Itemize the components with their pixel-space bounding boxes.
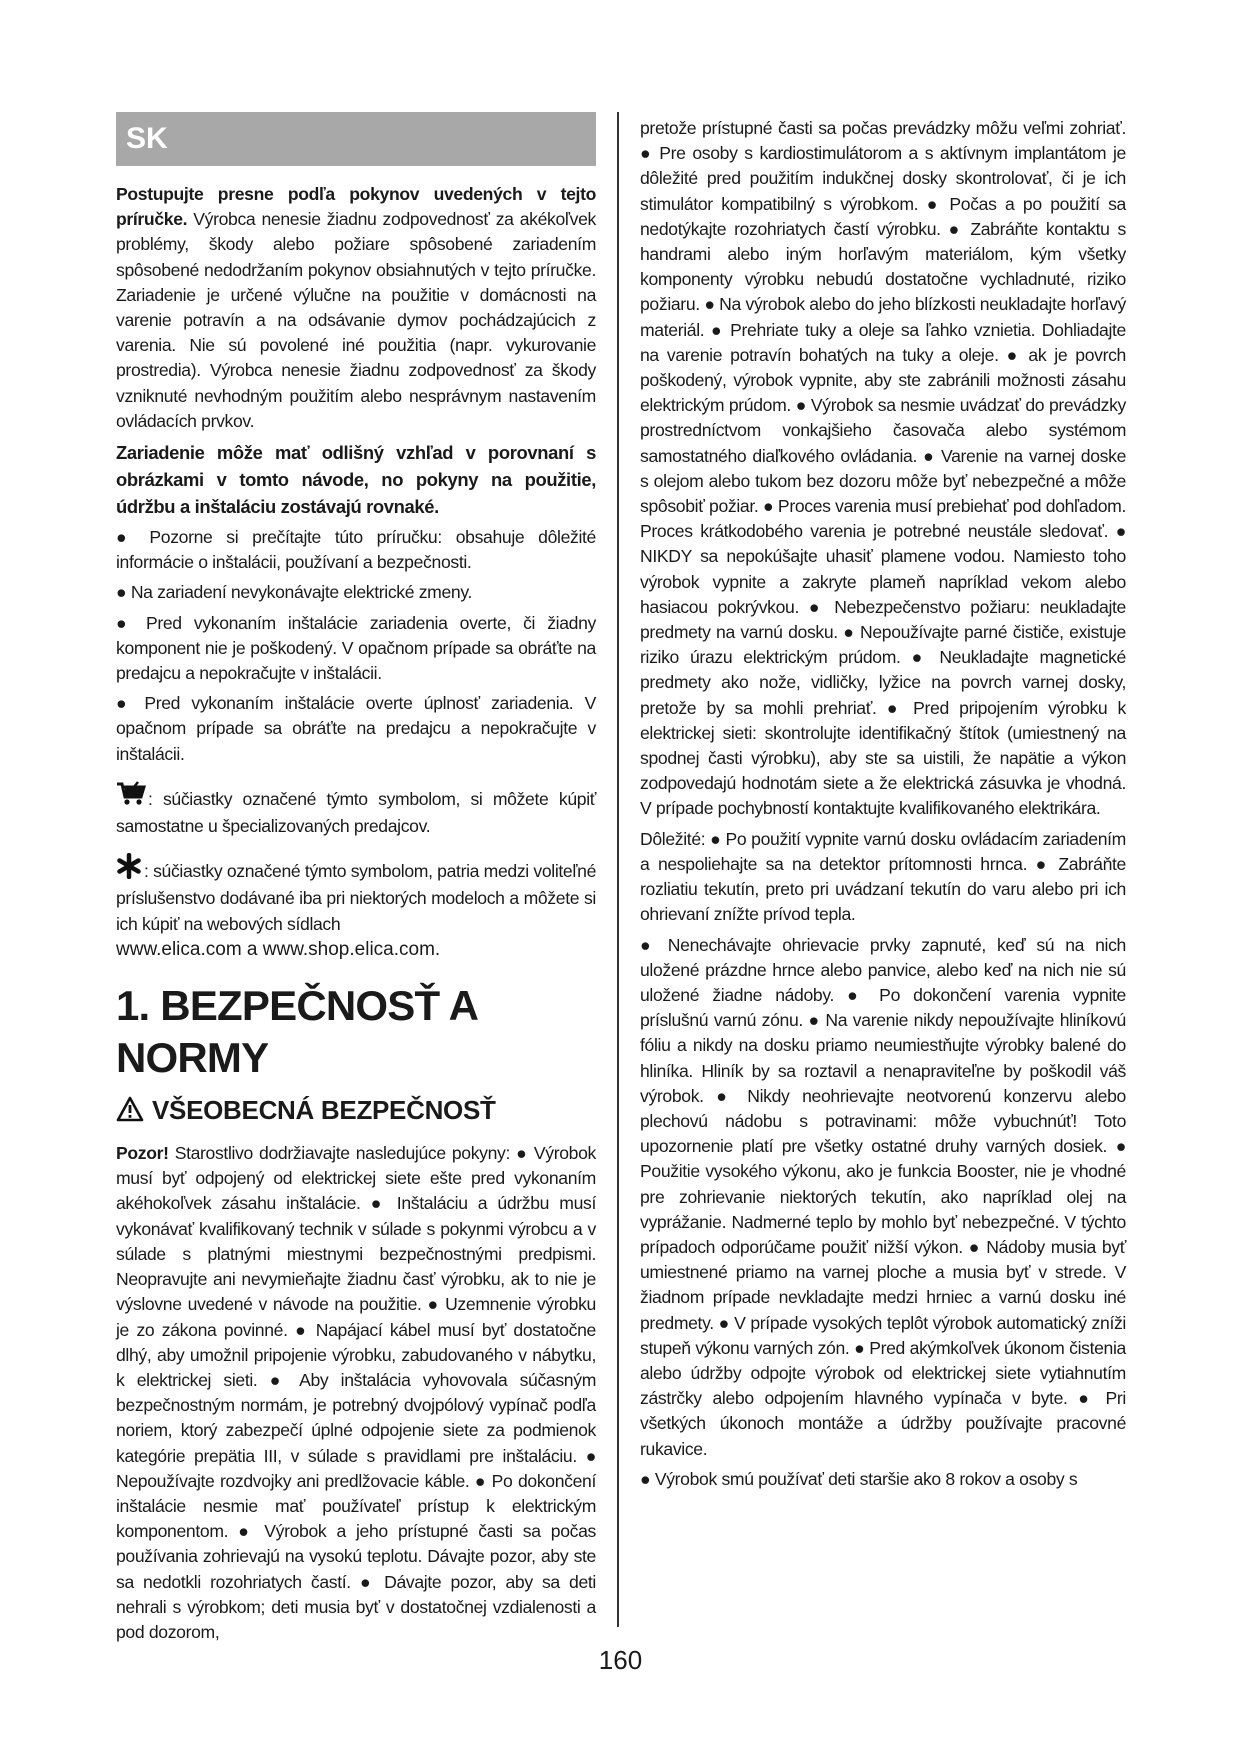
right-column [640, 116, 1126, 1497]
safety-paragraph: pretože prístupné časti sa počas prevádzky môžu veľmi zohriať. ● Pre osoby s kardiostimulátorom a s aktívnym implantátom je dôležité pred použitím indukčnej dosky skontrolovať, či je ich stimulátor kompatibilný s výrobkom. ● Počas a po použití sa nedotýkajte rozohriatych častí výrobku. ● Zabráňte kontaktu s handrami alebo iným horľavým materiálom, kým všetky komponenty výrobku nebudú dostatočne vychladnuté, riziko požiaru. ● Na výrobok alebo do jeho blízkosti neukladajte horľavý materiál. ● Prehriate tuky a oleje sa ľahko vznietia. Dohliadajte na varenie potravín bohatých na tuky a oleje. ● ak je povrch poškodený, výrobok vypnite, aby ste zabránili možnosti zásahu elektrickým prúdom. ● Výrobok sa nesmie uvádzať do prevádzky prostredníctvom vonkajšieho časovača alebo systémom samostatného diaľkového ovládania. ● Varenie na varnej doske s olejom alebo tukom bez dozoru môže byť nebezpečné a môže spôsobiť požiar. ● Proces varenia musí prebiehať pod dohľadom. Proces krátkodobého varenia je potrebné neustále sledovať. ● NIKDY sa nepokúšajte uhasiť plamene vodou. Namiesto toho výrobok vypnite a zakryte plameň napríklad vekom alebo hasiacou pokrývkou. ● Nebezpečenstvo požiaru: neukladajte predmety na varnú dosku. ● Nepoužívajte parné čističe, existuje riziko úrazu elektrickým prúdom. ● Neukladajte magnetické predmety ako nože, vidličky, lyžice na povrch varnej dosky, pretože by sa mohli prehriať. ● Pred pripojením výrobku k elektrickej sieti: skontrolujte identifikačný štítok (umiestnený na spodnej časti výrobku), aby ste sa uistili, že napätie a výkon zodpovedajú hodnotám siete a že elektrická zásuvka je vhodná. V prípade pochybností kontaktujte kvalifikovaného elektrikára. [640, 118, 1126, 819]
safety-paragraph: ● Nenechávajte ohrievacie prvky zapnuté, keď sú na nich uložené prázdne hrnce alebo panvice, alebo keď na nich nie sú uložené žiadne nádoby. ● Po dokončení varenia vypnite príslušnú varnú zónu. ● Na varenie nikdy nepoužívajte hliníkovú fóliu a nikdy na dosku priamo neumiestňujte výrobky balené do hliníka. Hliník by sa roztavil a nenapraviteľne by poškodil váš výrobok. ● Nikdy neohrievajte neotvorenú konzervu alebo plechovú nádobu s potravinami: môže vybuchnúť! Toto upozornenie platí pre všetky ostatné druhy varných dosiek. ● Použitie vysokého výkonu, ako je funkcia Booster, nie je vhodné pre zohrievanie niektorých tekutín, ako napríklad olej na vyprážanie. Nadmerné teplo by mohlo byť nebezpečné. V týchto prípadoch odporúčame použiť nižší výkon. ● Nádoby musia byť umiestnené priamo na varnej ploche a musia byť v strede. V žiadnom prípade nevkladajte medzi hrniec a varnú dosku iné predmety. ● V prípade vysokých teplôt výrobok automatický zníži stupeň výkonu varných zón. ● Pred akýmkoľvek úkonom čistenia alebo údržby odpojte výrobok od elektrickej siete vytiahnutím zástrčky alebo odpojením hlavného vypínača v byte. ● Pri všetkých úkonoch montáže a údržby používajte pracovné rukavice. [640, 934, 1126, 1459]
important-paragraph: Dôležité: ● Po použití vypnite varnú dosku ovládacím zariadením a nespoliehajte sa na detektor prítomnosti hrnca. ● Zabráňte rozliatiu tekutín, preto pri uvádzaní tekutín do varu alebo pri ich ohrievaní znížte prívod tepla. [640, 828, 1126, 925]
shop-website-link[interactable]: www.shop.elica.com. [262, 938, 441, 960]
website-link[interactable]: www.elica.com [116, 938, 242, 960]
section-subtitle [116, 1090, 596, 1133]
language-code: SK [126, 122, 168, 155]
intro-lead: Postupujte presne podľa pokynov uvedených v tejto príručke. [116, 184, 596, 230]
star-symbol-text: : súčiastky označené týmto symbolom, patria medzi voliteľné príslušenstvo dodávané iba pri niektorých modeloch a môžete si ich kúpiť na webových sídlach [116, 861, 596, 934]
intro-bullet: ● Na zariadení nevykonávajte elektrické zmeny. [116, 582, 473, 603]
safety-left-text: Starostlivo dodržiavajte nasledujúce pokyny: ● Výrobok musí byť odpojený od elektrickej siete ešte pred vykonaním akéhokoľvek zásahu inštalácie. ● Inštaláciu a údržbu musí vykonávať kvalifikovaný technik v súlade s pokynmi výrobcu a v súlade s platnými miestnymi bezpečnostnými predpismi. Neopravujte ani nevymieňajte žiadnu časť výrobku, ak to nie je výslovne uvedené v návode na použitie. ● Uzemnenie výrobku je zo zákona povinné. ● Napájací kábel musí byť dostatočne dlhý, aby umožnil pripojenie výrobku, zabudovaného v nábytku, k elektrickej sieti. ● Aby inštalácia vyhovovala súčasným bezpečnostným normám, je potrebný dvojpólový vypínač podľa noriem, ktorý zabezpečí úplné odpojenie siete za podmienok kategórie prepätia III, v súlade s pravidlami pre inštaláciu. ● Nepoužívajte rozdvojky ani predlžovacie káble. ● Po dokončení inštalácie nesmie mať používateľ prístup k elektrickým komponentom. ● Výrobok a jeho prístupné časti sa počas používania zohrievajú na vysokú teplotu. Dávajte pozor, aby ste sa nedotkli rozohriatych častí. ● Dávajte pozor, aby sa deti nehrali s výrobkom; deti musia byť v dostatočnej vzdialenosti a pod dozorom, [116, 1143, 596, 1642]
intro-bullet: ● Pozorne si prečítajte túto príručku: obsahuje dôležité informácie o inštalácii, používaní a bezpečnosti. [116, 527, 596, 573]
cart-symbol-text: : súčiastky označené týmto symbolom, si môžete kúpiť samostatne u špecializovaných predajcov. [116, 788, 596, 837]
left-column [116, 112, 596, 1650]
intro-text: Výrobca nenesie žiadnu zodpovednosť za akékoľvek problémy, škody alebo požiare spôsobené zariadením spôsobené nedodržaním pokynov obsiahnutých v tejto príručke. Zariadenie je určené výlučne na použitie v domácnosti na varenie potravín a na odsávanie dymov pochádzajúcich z varenia. Nie sú povolené iné použitia (napr. vykurovanie prostredia). Výrobca nenesie žiadnu zodpovednosť za škody vzniknuté nevhodným použitím alebo nesprávnym nastavením ovládacích prvkov. [116, 209, 596, 431]
intro-bullet: ● Pred vykonaním inštalácie zariadenia overte, či žiadny komponent nie je poškodený. V opačnom prípade sa obráťte na predajcu a nepokračujte v inštalácii. [116, 612, 596, 684]
safety-lead: Pozor! [116, 1143, 169, 1164]
intro-bullet: ● Pred vykonaním inštalácie overte úplnosť zariadenia. V opačnom prípade sa obráťte na predajcu a nepokračujte v inštalácii. [116, 693, 596, 764]
intro-paragraph [116, 182, 596, 434]
column-divider [617, 112, 619, 1627]
safety-paragraph: ● Výrobok smú používať deti staršie ako 8 rokov a osoby s [640, 1468, 1078, 1489]
cart-symbol-note [116, 781, 596, 839]
section-title: 1. BEZPEČNOSŤ A NORMY [116, 982, 477, 1082]
asterisk-icon [116, 853, 142, 886]
shopping-cart-icon [116, 781, 146, 814]
url-conjunction: a [241, 938, 263, 960]
safety-paragraph-left [116, 1141, 596, 1645]
subtitle-text: VŠEOBECNÁ BEZPEČNOSŤ [152, 1095, 496, 1126]
page-number: 160 [598, 1645, 643, 1675]
star-symbol-note [116, 853, 596, 962]
warning-triangle-icon [116, 1093, 144, 1133]
language-header [116, 112, 596, 166]
appearance-note: Zariadenie môže mať odlišný vzhľad v porovnaní s obrázkami v tomto návode, no pokyny na použitie, údržbu a inštaláciu zostávajú rovnaké. [116, 442, 596, 518]
